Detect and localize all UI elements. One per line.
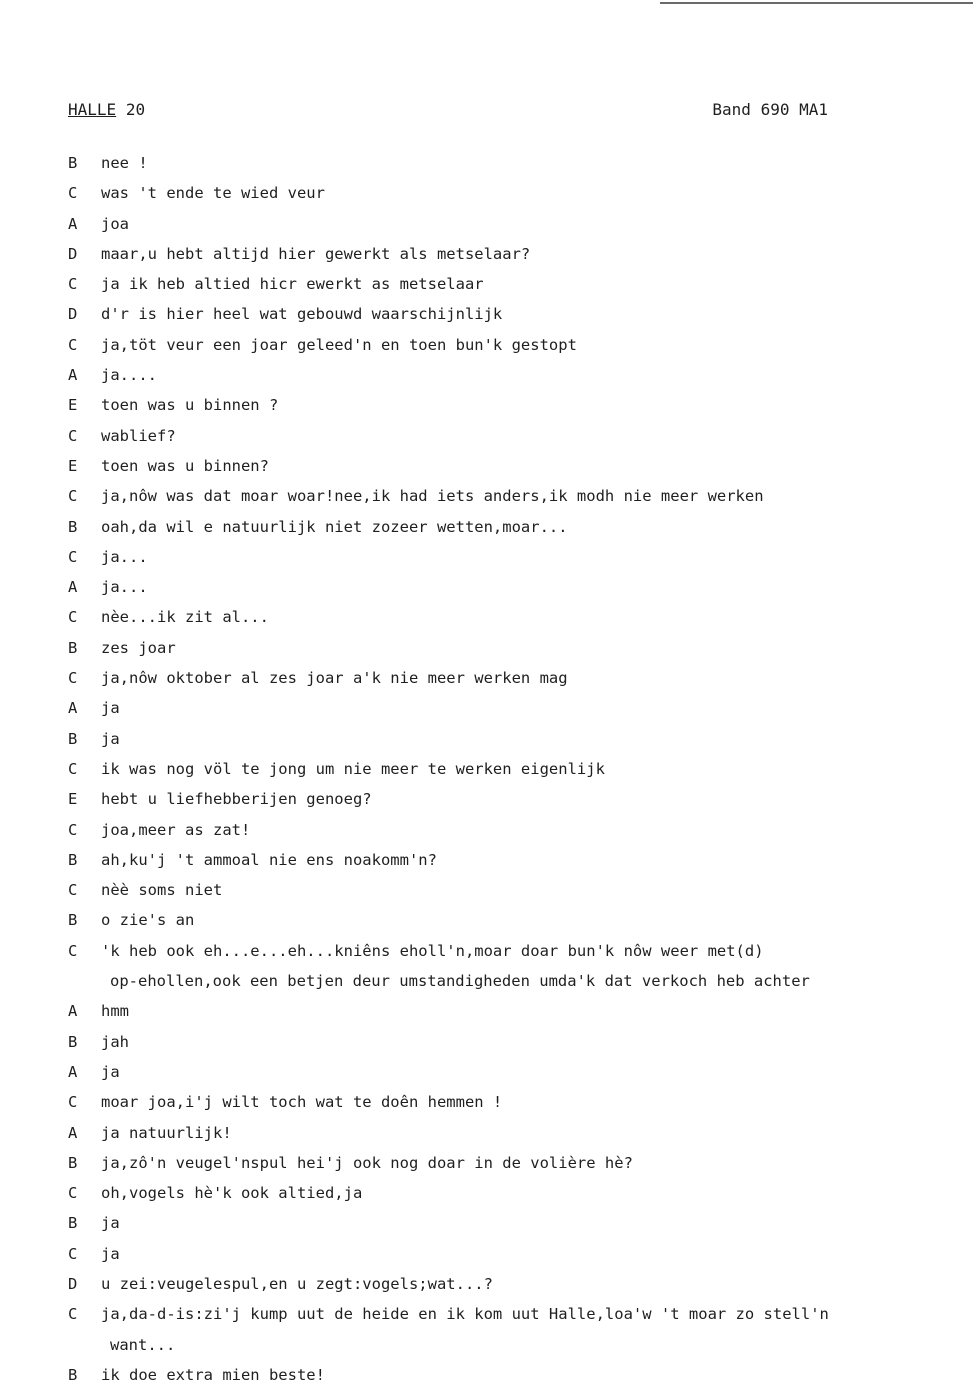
utterance-text: u zei:veugelespul,en u zegt:vogels;wat...?: [101, 1274, 493, 1293]
transcript-line-continuation: [68, 1332, 948, 1362]
utterance-text: ik doe extra mien beste!: [101, 1365, 325, 1384]
utterance-text: ja,zô'n veugel'nspul hei'j ook nog doar in de volière hè?: [101, 1153, 633, 1172]
speaker-label: B: [68, 729, 78, 748]
speaker-label: B: [68, 850, 78, 869]
utterance-text: joa: [101, 214, 129, 233]
utterance-text: ja: [101, 729, 120, 748]
speaker-label: A: [68, 214, 78, 233]
utterance-text: joa,meer as zat!: [101, 820, 251, 839]
utterance-text: ja: [101, 1062, 120, 1081]
speaker-label: D: [68, 1274, 78, 1293]
utterance-text: ja...: [101, 547, 148, 566]
utterance-text: hebt u liefhebberijen genoeg?: [101, 790, 372, 809]
speaker-label: E: [68, 396, 78, 415]
transcript-line: [68, 1210, 948, 1240]
transcript-line: [68, 938, 948, 968]
transcript-line: [68, 695, 948, 725]
utterance-text: 'k heb ook eh...e...eh...kniêns eholl'n,moar doar bun'k nôw weer met(d): [101, 941, 764, 960]
speaker-label: B: [68, 1365, 78, 1384]
page-header: [68, 100, 828, 126]
transcript-line: [68, 1362, 948, 1392]
utterance-text: was 't ende te wied veur: [101, 184, 325, 203]
utterance-text: nèè soms niet: [101, 881, 223, 900]
transcript-line: [68, 1241, 948, 1271]
speaker-label: C: [68, 608, 78, 627]
speaker-label: B: [68, 1032, 78, 1051]
utterance-text: op-ehollen,ook een betjen deur umstandigheden umda'k dat verkoch heb achter: [110, 972, 810, 991]
speaker-label: C: [68, 1305, 78, 1324]
speaker-label: C: [68, 275, 78, 294]
speaker-label: B: [68, 638, 78, 657]
transcript-line: [68, 301, 948, 331]
transcript-line: [68, 453, 948, 483]
transcript-lines: [68, 150, 948, 1392]
utterance-text: ja: [101, 1214, 120, 1233]
transcript-line: [68, 211, 948, 241]
transcript-line: [68, 907, 948, 937]
speaker-label: C: [68, 759, 78, 778]
utterance-text: want...: [110, 1335, 176, 1354]
transcript-line: [68, 514, 948, 544]
utterance-text: ja,da-d-is:zi'j kump uut de heide en ik kom uut Halle,loa'w 't moar zo stell'n: [101, 1305, 829, 1324]
transcript-line: [68, 1029, 948, 1059]
header-band: Band 690 MA1: [712, 100, 828, 119]
speaker-label: C: [68, 487, 78, 506]
utterance-text: ja,töt veur een joar geleed'n en toen bun'k gestopt: [101, 335, 577, 354]
utterance-text: maar,u hebt altijd hier gewerkt als metselaar?: [101, 244, 531, 263]
utterance-text: ja,nôw oktober al zes joar a'k nie meer werken mag: [101, 669, 568, 688]
transcript-line: [68, 392, 948, 422]
transcript-line: [68, 241, 948, 271]
transcript-line: [68, 635, 948, 665]
transcript-line: [68, 1271, 948, 1301]
transcript-line: [68, 877, 948, 907]
transcript-line: [68, 150, 948, 180]
speaker-label: D: [68, 244, 78, 263]
speaker-label: E: [68, 456, 78, 475]
transcript-line: [68, 544, 948, 574]
speaker-label: C: [68, 426, 78, 445]
transcript-line-continuation: [68, 968, 948, 998]
utterance-text: nèe...ik zit al...: [101, 608, 269, 627]
transcript-line: [68, 574, 948, 604]
utterance-text: toen was u binnen?: [101, 456, 269, 475]
speaker-label: D: [68, 305, 78, 324]
transcript-line: [68, 847, 948, 877]
utterance-text: nee !: [101, 154, 148, 172]
utterance-text: toen was u binnen ?: [101, 396, 279, 415]
utterance-text: jah: [101, 1032, 129, 1051]
transcript-line: [68, 1150, 948, 1180]
speaker-label: B: [68, 1153, 78, 1172]
transcript-line: [68, 604, 948, 634]
utterance-text: ja,nôw was dat moar woar!nee,ik had iets anders,ik modh nie meer werken: [101, 487, 764, 506]
top-rule: [660, 2, 973, 4]
utterance-text: ja natuurlijk!: [101, 1123, 232, 1142]
speaker-label: E: [68, 790, 78, 809]
utterance-text: wablief?: [101, 426, 176, 445]
speaker-label: A: [68, 366, 78, 385]
transcript-line: [68, 1120, 948, 1150]
utterance-text: ja: [101, 1244, 120, 1263]
transcript-line: [68, 423, 948, 453]
utterance-text: ah,ku'j 't ammoal nie ens noakomm'n?: [101, 850, 437, 869]
utterance-text: ik was nog völ te jong um nie meer te werken eigenlijk: [101, 759, 605, 778]
utterance-text: oah,da wil e natuurlijk niet zozeer wetten,moar...: [101, 517, 568, 536]
speaker-label: B: [68, 154, 78, 172]
speaker-label: B: [68, 517, 78, 536]
speaker-label: B: [68, 911, 78, 930]
speaker-label: A: [68, 1123, 78, 1142]
speaker-label: C: [68, 941, 78, 960]
transcript-line: [68, 786, 948, 816]
transcript-line: [68, 271, 948, 301]
speaker-label: C: [68, 1093, 78, 1112]
utterance-text: o zie's an: [101, 911, 195, 930]
header-page-number: 20: [125, 100, 146, 119]
transcript-line: [68, 180, 948, 210]
transcript-line: [68, 998, 948, 1028]
transcript-line: [68, 665, 948, 695]
transcript-line: [68, 756, 948, 786]
transcript-line: [68, 362, 948, 392]
transcript-line: [68, 1301, 948, 1331]
utterance-text: moar joa,i'j wilt toch wat te doên hemmen !: [101, 1093, 503, 1112]
transcript-line: [68, 1089, 948, 1119]
speaker-label: C: [68, 1184, 78, 1203]
utterance-text: oh,vogels hè'k ook altied,ja: [101, 1184, 363, 1203]
speaker-label: C: [68, 669, 78, 688]
speaker-label: C: [68, 335, 78, 354]
header-title: [68, 100, 145, 119]
speaker-label: A: [68, 578, 78, 597]
utterance-text: ja....: [101, 366, 157, 385]
transcript-line: [68, 332, 948, 362]
speaker-label: C: [68, 184, 78, 203]
transcript-line: [68, 726, 948, 756]
header-title-word: HALLE: [68, 100, 117, 119]
speaker-label: C: [68, 1244, 78, 1263]
transcript-line: [68, 1180, 948, 1210]
utterance-text: ja ik heb altied hicr ewerkt as metselaar: [101, 275, 484, 294]
speaker-label: C: [68, 547, 78, 566]
utterance-text: zes joar: [101, 638, 176, 657]
speaker-label: A: [68, 699, 78, 718]
transcript-line: [68, 817, 948, 847]
transcript-line: [68, 483, 948, 513]
speaker-label: A: [68, 1002, 78, 1021]
speaker-label: C: [68, 881, 78, 900]
transcript-line: [68, 1059, 948, 1089]
speaker-label: A: [68, 1062, 78, 1081]
utterance-text: d'r is hier heel wat gebouwd waarschijnlijk: [101, 305, 503, 324]
speaker-label: B: [68, 1214, 78, 1233]
utterance-text: hmm: [101, 1002, 129, 1021]
utterance-text: ja: [101, 699, 120, 718]
utterance-text: ja...: [101, 578, 148, 597]
speaker-label: C: [68, 820, 78, 839]
